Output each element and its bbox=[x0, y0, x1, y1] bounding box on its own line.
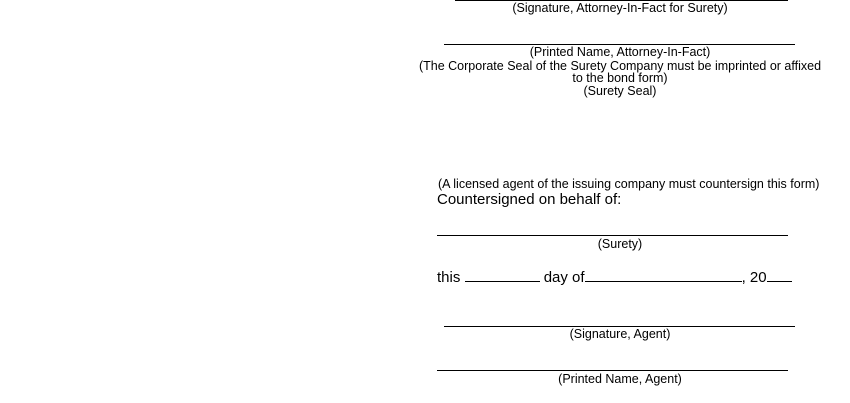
year-field[interactable] bbox=[767, 267, 792, 282]
surety-signature-caption: (Signature, Attorney-In-Fact for Surety) bbox=[512, 1, 728, 15]
agent-signature-caption: (Signature, Agent) bbox=[569, 327, 671, 341]
seal-note-line1: (The Corporate Seal of the Surety Company must be imprinted or affixed bbox=[418, 59, 822, 73]
month-field[interactable] bbox=[585, 267, 742, 282]
countersigned-heading: Countersigned on behalf of: bbox=[437, 191, 622, 208]
attorney-printed-name-caption: (Printed Name, Attorney-In-Fact) bbox=[529, 45, 711, 59]
agent-printed-name-caption: (Printed Name, Agent) bbox=[558, 372, 682, 386]
year-prefix: , 20 bbox=[741, 269, 767, 286]
day-field[interactable] bbox=[465, 267, 540, 282]
this-label: this bbox=[437, 269, 461, 286]
day-of-label: day of bbox=[543, 269, 585, 286]
date-line bbox=[437, 267, 792, 286]
surety-caption: (Surety) bbox=[597, 237, 643, 251]
seal-note-line2: to the bond form) bbox=[572, 71, 668, 85]
agent-printed-name-line[interactable] bbox=[437, 370, 788, 371]
surety-name-line[interactable] bbox=[437, 235, 788, 236]
agent-countersign-note: (A licensed agent of the issuing company must countersign this form) bbox=[438, 177, 820, 191]
surety-seal-caption: (Surety Seal) bbox=[583, 84, 657, 98]
